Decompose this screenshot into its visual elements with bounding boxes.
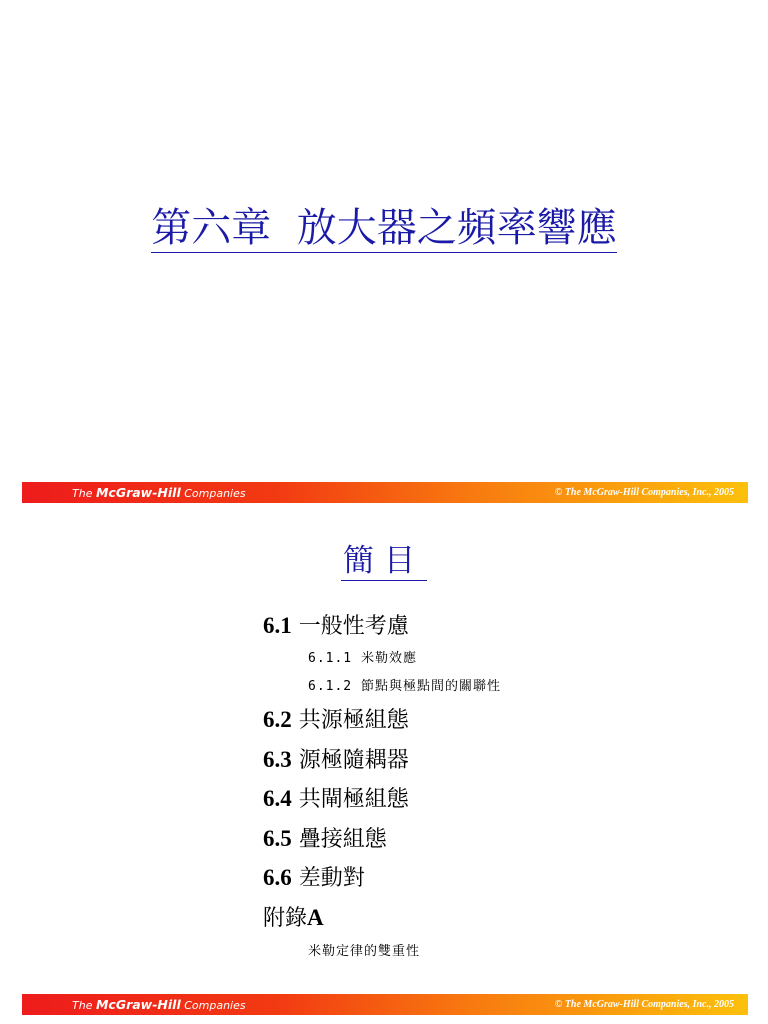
footer-bar bbox=[22, 482, 748, 503]
brand-prefix: The bbox=[72, 487, 96, 500]
brand-main: McGraw-Hill bbox=[95, 485, 181, 500]
toc-item-number: 6.5 bbox=[263, 825, 292, 851]
toc-item-number: 6.6 bbox=[263, 865, 292, 890]
chapter-title bbox=[0, 198, 768, 258]
toc-appendix-letter: A bbox=[307, 904, 324, 930]
toc-item-label: 一般性考慮 bbox=[291, 614, 409, 639]
toc-subitem: 6.1.2 節點與極點間的關聯性 bbox=[308, 679, 501, 694]
brand-suffix: Companies bbox=[180, 999, 246, 1012]
toc-item bbox=[263, 608, 743, 645]
toc-item-label: 源極隨耦器 bbox=[291, 747, 409, 773]
toc-item-label: 疊接組態 bbox=[291, 826, 387, 852]
brand-main: McGraw-Hill bbox=[95, 997, 181, 1012]
toc-item-number: 6.1 bbox=[263, 613, 292, 638]
toc-heading-text: 簡目 bbox=[343, 543, 425, 579]
chapter-title-text: 第六章 放大器之頻率響應 bbox=[151, 205, 617, 251]
brand-prefix: The bbox=[72, 999, 96, 1012]
toc-item bbox=[263, 820, 743, 860]
toc-item bbox=[263, 741, 743, 781]
toc-item-label: 差動對 bbox=[291, 866, 365, 891]
toc-item bbox=[263, 780, 743, 820]
copyright-text: © The McGraw-Hill Companies, Inc., 2005 bbox=[554, 999, 734, 1010]
toc-appendix-subitem: 米勒定律的雙重性 bbox=[308, 944, 421, 959]
copyright-text: © The McGraw-Hill Companies, Inc., 2005 bbox=[554, 487, 734, 498]
toc-list bbox=[263, 608, 743, 966]
toc-item-number: 6.4 bbox=[263, 786, 292, 811]
toc-item bbox=[263, 701, 743, 741]
toc-item-label: 共閘極組態 bbox=[291, 787, 409, 812]
toc-item-number: 6.3 bbox=[263, 746, 292, 772]
contents-slide bbox=[0, 512, 768, 1024]
toc-item bbox=[263, 859, 743, 899]
mcgraw-hill-logo bbox=[72, 485, 246, 501]
toc-item-label: 共源極組態 bbox=[291, 708, 409, 733]
brand-suffix: Companies bbox=[180, 487, 246, 500]
toc-heading bbox=[0, 540, 768, 582]
toc-appendix-prefix: 附錄 bbox=[263, 905, 308, 931]
footer-bar bbox=[22, 994, 748, 1015]
mcgraw-hill-logo bbox=[72, 997, 246, 1013]
toc-appendix bbox=[263, 899, 743, 939]
toc-subitem: 6.1.1 米勒效應 bbox=[308, 651, 417, 666]
toc-item-number: 6.2 bbox=[263, 707, 292, 732]
